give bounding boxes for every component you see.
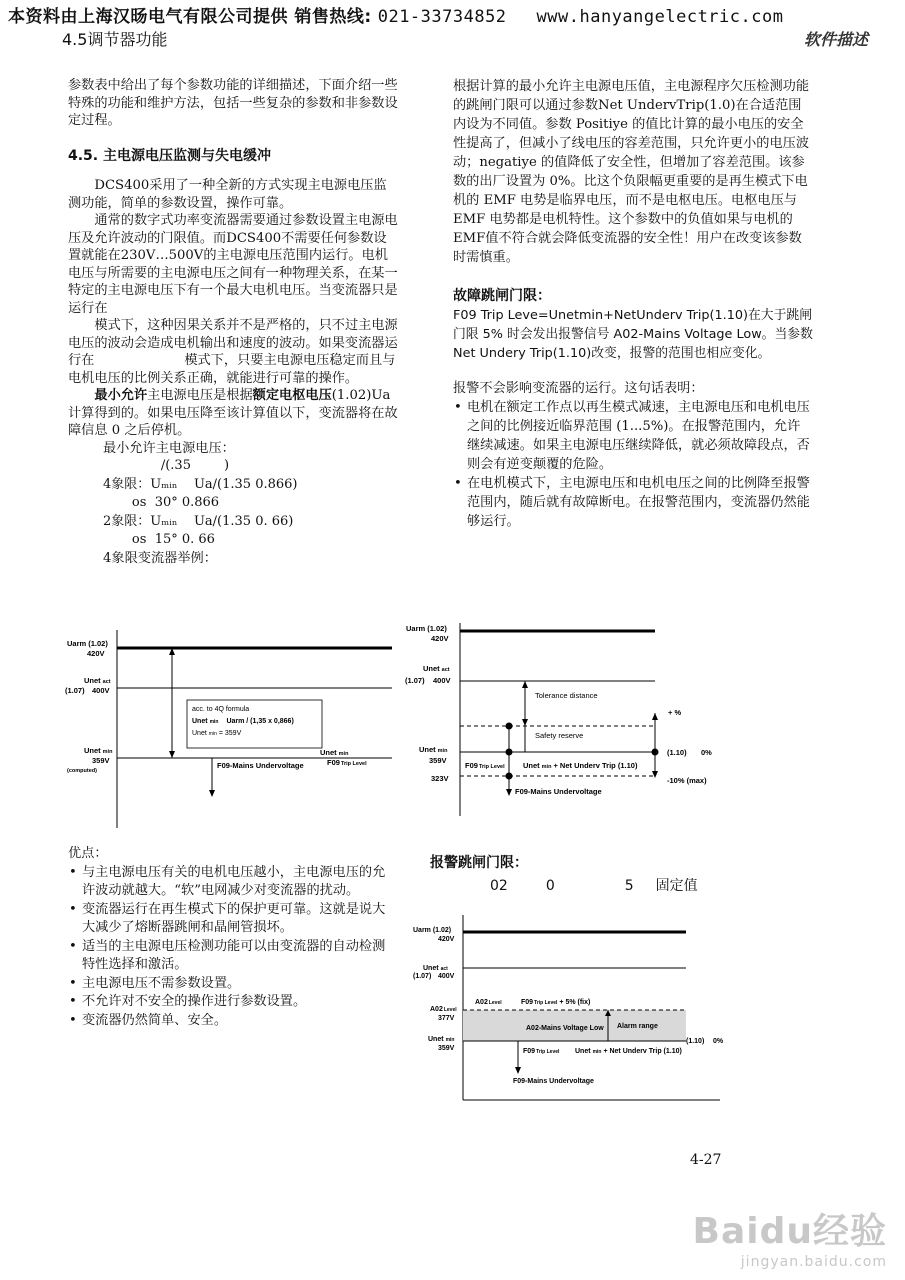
alarm-trip-title: 报警跳闸门限：	[430, 855, 528, 871]
d2-unet-min: Unet min	[419, 745, 448, 754]
d3-uarm-value: 420V	[438, 936, 455, 943]
d2-tol: Tolerance distance	[535, 691, 598, 700]
d3-f09-plus: F09Trip Level + 5% (fix)	[521, 999, 591, 1006]
d2-v359: 359V	[429, 756, 447, 765]
alarm-intro: 报警不会影响变流器的运行。这句话表明：	[453, 381, 704, 396]
d3-a02-top: A02Level	[475, 999, 502, 1006]
d1-uarm-value: 420V	[87, 649, 105, 658]
d2-f09-under: F09-Mains Undervoltage	[515, 787, 602, 796]
alarm-bullet-1: • 电机在额定工作点以再生模式减速，主电源电压和电机电压之间的比例接近临界范围 (1...5%)。在报警范围内，允许继续减速。如果主电源电压继续降低，就必须故障段点，否则会有逆变颠覆的危险。	[467, 398, 813, 474]
d1-unet-act-v1: (1.07)	[65, 686, 85, 695]
d1-unet-min-label: Unet min	[84, 746, 113, 755]
fault-trip-title: 故障跳闸门限：	[453, 288, 551, 304]
d3-v1: (1.07)	[413, 973, 432, 980]
d2-f09-trip: F09Trip Level	[465, 761, 505, 770]
paragraph-3: 模式下，这种因果关系并不是严格的，只不过主电源电压的波动会造成电机输出和速度的波动。如果变流器运行在 模式下，只要主电源电压稳定而且与电机电压的比例关系正确，就能进行可靠的操作。	[68, 318, 398, 386]
paragraph-4: 最小允许主电源电压是根据额定电枢电压(1.02)Ua计算得到的。如果电压降至该计算值以下，变流器将在故障信息 0 之后停机。	[68, 388, 398, 438]
diagram-alarm-range	[408, 910, 738, 1105]
intro-paragraph: 参数表中给出了每个参数功能的详细描述，下面介绍一些特殊的功能和维护方法，包括一些复杂的参数和非参数设定过程。	[68, 78, 398, 128]
advantage-item: • 变流器运行在再生模式下的保护更可靠。这就是说大大减少了熔断器跳闸和晶闸管损坏。	[82, 901, 398, 938]
d3-uarm-label: Uarm (1.02)	[413, 927, 452, 934]
paragraph-2: 通常的数字式功率变流器需要通过参数设置主电源电压及允许波动的门限值。而DCS400不需要任何参数设置就能在230V…500V的主电源电压范围内运行。电机电压与所需要的主电源电压之间有一种物理关系，在某一特定的主电源电压下有一个最大电机电压。当变流器只是运行在	[68, 213, 398, 316]
d3-p0: 0%	[713, 1038, 724, 1045]
d3-p110: (1.10)	[686, 1038, 705, 1045]
right-paragraph-1: 根据计算的最小允许主电源电压值，主电源程序欠压检测功能的跳闸门限可以通过参数Net UndervTrip(1.0)在合适范围内设为不同值。参数 Positiye 的值比计算的最小电压的安全性提高了，但减小了线电压的容差范围，只允许更小的电压波动；negatiye 的值降低了安全性，但增加了容差范围。该参数的出厂设置为 0%。比这个负限幅更重要的是再生模式下电机的 EMF 电势是临界电压，而不是电枢电压。电枢电压与 EMF 电势都是电机特性。这个参数中的负值如果与电机的EMF值不符合就会降低变流器的安全性！用户在改变该参数时需慎重。	[453, 79, 810, 265]
d2-plus: + %	[668, 708, 682, 717]
formula-block: /(.35 ) 4象限：Uₘᵢₙ Ua/(1.35 0.866) os 30° 0.866 2象限：Uₘᵢₙ Ua/(1.35 0. 66) os 15° 0. 66 4象限变流器举例：	[68, 457, 398, 567]
example-label: 4象限变流器举例：	[103, 550, 217, 566]
alarm-bullets	[453, 398, 813, 531]
advantages-section	[68, 845, 398, 1030]
d1-f09-trip: F09Trip Level	[327, 758, 367, 767]
website-url: www.hanyangelectric.com	[536, 7, 784, 27]
advantage-item: • 主电源电压不需参数设置。	[82, 975, 398, 994]
d1-box-line2: Unet min Uarm / (1,35 x 0,866)	[192, 718, 294, 725]
d2-v2: 400V	[433, 676, 451, 685]
company-text: 本资料由上海汉旸电气有限公司提供 销售热线:	[8, 7, 372, 27]
d1-box-line3: Unet min = 359V	[192, 730, 242, 737]
diagram-min-voltage	[62, 625, 432, 830]
d3-unet-act: Unet act	[423, 965, 448, 972]
d3-f09-trip: F09Trip Level	[523, 1048, 560, 1055]
d2-p110: (1.10)	[667, 748, 687, 757]
d1-computed: (computed)	[67, 768, 97, 774]
d2-dot-4	[652, 749, 659, 756]
d3-f09-under: F09-Mains Undervoltage	[513, 1078, 594, 1085]
fault-trip-text: F09 Trip Leve=Unetmin+NetUnderv Trip(1.10)在大于跳闸门限 5% 时会发出报警信号 A02-Mains Voltage Low。当参数Net Undery Trip(1.10)改变，报警的范围也相应变化。	[453, 308, 813, 361]
d3-a02-level: A02Level	[430, 1006, 457, 1013]
paragraph-1: DCS400采用了一种全新的方式实现主电源电压监测功能，简单的参数设置，操作可靠。	[68, 178, 387, 211]
advantage-item: • 变流器仍然简单、安全。	[82, 1012, 398, 1031]
d1-arrow-down	[169, 751, 175, 758]
d1-f09-arrow	[209, 790, 215, 797]
d1-f09-under: F09-Mains Undervoltage	[217, 761, 304, 770]
d3-unet-min: Unet min	[428, 1036, 455, 1043]
advantage-item: • 适当的主电源电压检测功能可以由变流器的自动检测特性选择和激活。	[82, 938, 398, 975]
section-heading: 4.5. 主电源电压监测与失电缓冲	[68, 147, 271, 164]
hotline-number: 021-33734852	[377, 7, 507, 27]
d2-v1: (1.07)	[405, 676, 425, 685]
d1-uarm-label: Uarm (1.02)	[67, 639, 108, 648]
diagram-trip-level	[405, 618, 740, 818]
section-right-title: 软件描述	[803, 30, 868, 49]
d2-p0: 0%	[701, 748, 712, 757]
advantage-item: • 不允许对不安全的操作进行参数设置。	[82, 993, 398, 1012]
d2-uarm-value: 420V	[431, 634, 449, 643]
advantages-title: 优点：	[68, 846, 108, 861]
d3-a02-value: 377V	[438, 1015, 455, 1022]
min-voltage-label: 最小允许主电源电压：	[103, 440, 235, 456]
d1-unet-min-right: Unet min	[320, 748, 349, 757]
d1-unet-act-v2: 400V	[92, 686, 110, 695]
d3-v2: 400V	[438, 973, 455, 980]
d2-unet-act-label: Unet act	[423, 664, 450, 673]
watermark	[693, 1203, 887, 1270]
alarm-trip-values: 02 0 5 固定值	[490, 878, 698, 894]
d2-safety: Safety reserve	[535, 731, 584, 740]
watermark-url: jingyan.baidu.com	[740, 1254, 887, 1270]
watermark-logo: Baidu经验	[692, 1211, 887, 1252]
d1-unet-act-label: Unet act	[84, 676, 111, 685]
right-column	[453, 77, 813, 531]
page-header	[8, 2, 783, 27]
section-title: 4.5调节器功能	[62, 30, 168, 49]
d3-v359: 359V	[438, 1045, 455, 1052]
page-number: 4-27	[690, 1152, 722, 1168]
advantages-list	[68, 864, 398, 1031]
d2-formula: Unet min + Net Underv Trip (1.10)	[523, 761, 638, 770]
d2-m10: -10% (max)	[667, 776, 707, 785]
left-column	[68, 77, 398, 567]
d3-alarm-low: A02-Mains Voltage Low	[526, 1025, 604, 1032]
alarm-bullet-2: • 在电机模式下，主电源电压和电机电压之间的比例降至报警范围内，随后就有故障断电。在报警范围内，变流器仍然能够运行。	[467, 474, 813, 531]
d2-v323: 323V	[431, 774, 449, 783]
d3-formula: Unet min + Net Underv Trip (1.10)	[575, 1048, 682, 1055]
d2-uarm-label: Uarm (1.02)	[406, 624, 447, 633]
d1-unet-min-value: 359V	[92, 756, 110, 765]
d3-alarm-range: Alarm range	[617, 1023, 658, 1030]
advantage-item: • 与主电源电压有关的电机电压越小，主电源电压的允许波动就越大。“软”电网减少对变流器的扰动。	[82, 864, 398, 901]
d1-box-line1: acc. to 4Q formula	[192, 706, 250, 713]
